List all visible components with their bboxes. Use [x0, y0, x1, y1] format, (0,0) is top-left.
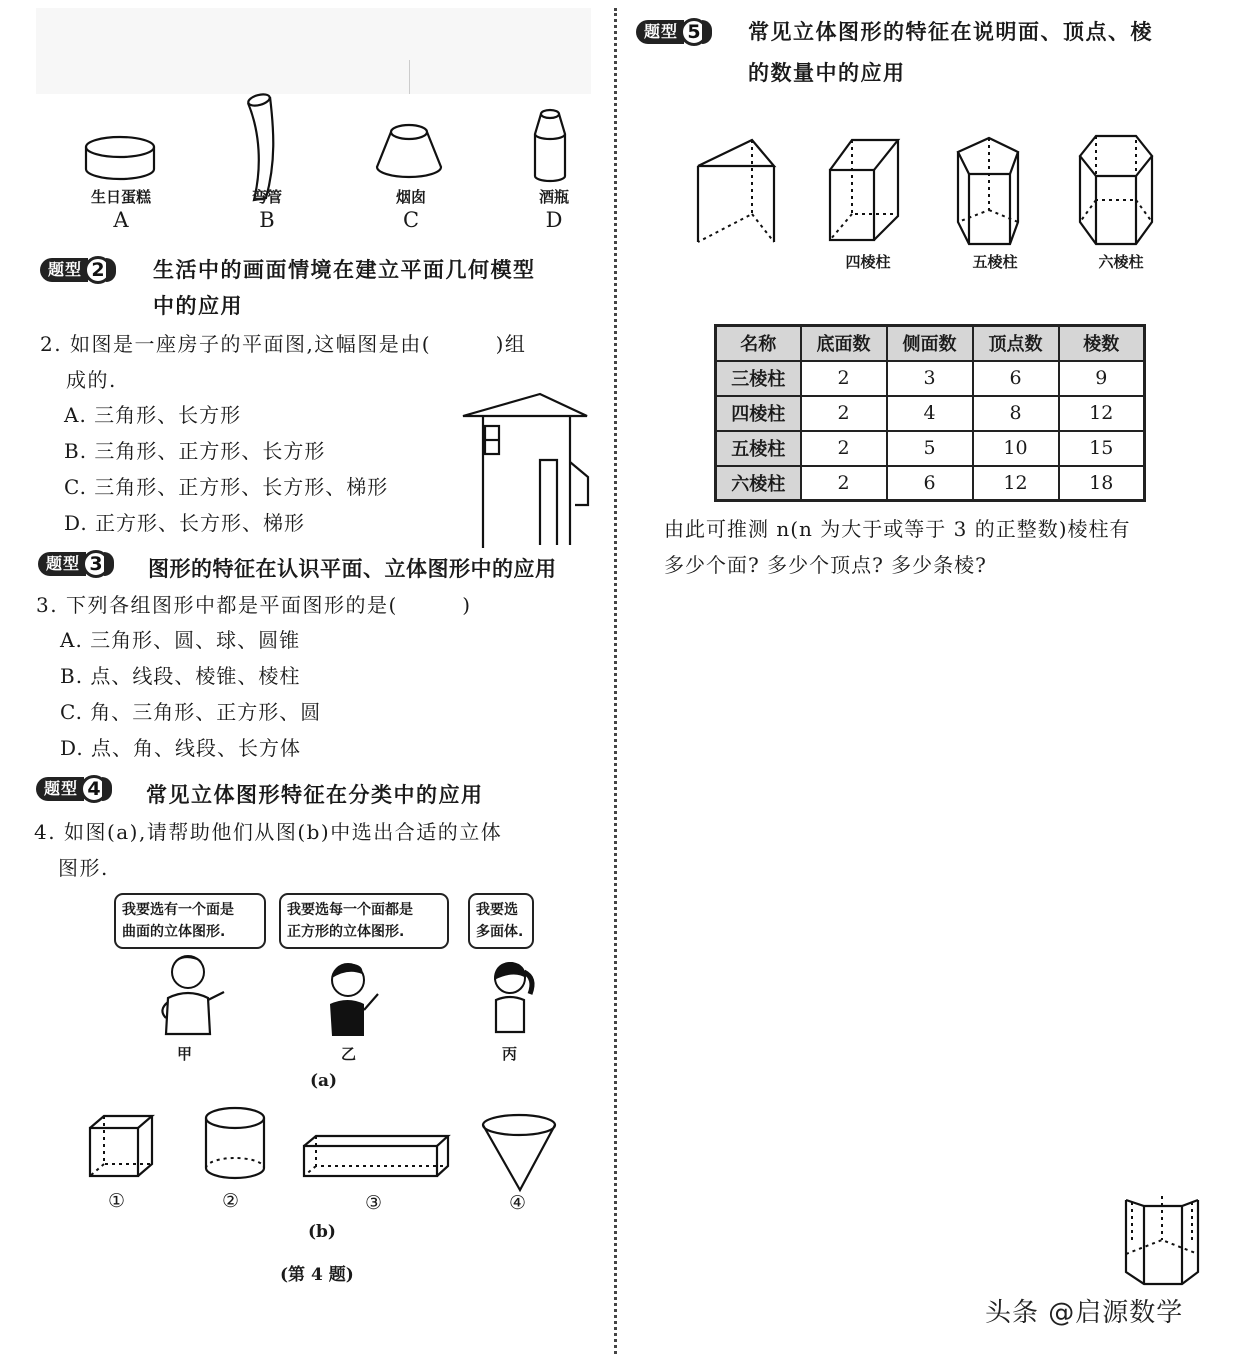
- prism-label-5: 五棱柱: [972, 253, 1018, 271]
- shape-label-c: 烟囱: [395, 188, 426, 206]
- prism-properties-table: [714, 324, 1146, 502]
- faint-scan-band: [36, 8, 591, 94]
- cylinder-figure: [204, 1106, 268, 1184]
- character-name-bing: 丙: [502, 1045, 518, 1063]
- badge-number: 3: [82, 550, 110, 578]
- table-row: [716, 466, 1145, 501]
- quadrilateral-prism-figure: [828, 138, 908, 246]
- q3-option-a: A. 三角形、圆、球、圆锥: [60, 628, 301, 652]
- chimney-frustum-figure: [374, 122, 444, 182]
- section-3-title: 图形的特征在认识平面、立体图形中的应用: [148, 557, 557, 581]
- option-letter-b: B: [259, 208, 275, 232]
- shape-label-d: 酒瓶: [538, 188, 569, 206]
- badge-label: 题型: [636, 20, 684, 44]
- column-header: 顶点数: [973, 326, 1059, 361]
- option-letter-c: C: [402, 208, 420, 232]
- boy-jia-illustration: [150, 950, 230, 1040]
- badge-label: 题型: [38, 552, 86, 576]
- badge-label: 题型: [40, 258, 88, 282]
- speech-bubble-bing: [468, 893, 534, 949]
- section-5-title-line1: 常见立体图形的特征在说明面、顶点、棱: [748, 20, 1153, 44]
- table-cell: 2: [801, 361, 887, 396]
- shape-label-a: 生日蛋糕: [90, 188, 151, 206]
- boy-yi-illustration: [318, 958, 388, 1043]
- option-letter-a: A: [113, 208, 129, 232]
- q2-option-d: D. 正方形、长方形、梯形: [64, 511, 306, 535]
- table-row: [716, 431, 1145, 466]
- column-header: 名称: [716, 326, 801, 361]
- table-cell: 5: [887, 431, 973, 466]
- section-badge-4: [36, 776, 112, 802]
- prism-label-6: 六棱柱: [1098, 253, 1144, 271]
- section-4-title: 常见立体图形特征在分类中的应用: [146, 783, 484, 807]
- badge-tail: [702, 20, 712, 44]
- watermark-text: 头条 @启源数学: [985, 1298, 1184, 1328]
- question-4-figure-caption: (第 4 题): [280, 1265, 354, 1285]
- character-name-jia: 甲: [177, 1045, 193, 1063]
- section-2-title-line2: 中的应用: [153, 294, 243, 318]
- table-cell: 9: [1059, 361, 1145, 396]
- q3-option-d: D. 点、角、线段、长方体: [60, 736, 302, 760]
- row-header: 五棱柱: [716, 431, 801, 466]
- q2-option-a: A. 三角形、长方形: [64, 403, 242, 427]
- cake-cylinder-figure: [84, 135, 159, 185]
- table-cell: 2: [801, 431, 887, 466]
- q2-option-b: B. 三角形、正方形、长方形: [64, 439, 326, 463]
- q3-option-b: B. 点、线段、棱锥、棱柱: [60, 664, 301, 688]
- section-badge-2: [40, 257, 116, 283]
- speech-bubble-yi: [279, 893, 449, 949]
- cube-figure: [88, 1114, 158, 1179]
- row-header: 六棱柱: [716, 466, 801, 501]
- pentagonal-prism-figure: [955, 136, 1027, 248]
- solid-label-2: ②: [222, 1190, 240, 1212]
- table-cell: 18: [1059, 466, 1145, 501]
- prism-question-line1: 由此可推测 n(n 为大于或等于 3 的正整数)棱柱有: [664, 517, 1131, 541]
- table-cell: 12: [1059, 396, 1145, 431]
- table-row: [716, 396, 1145, 431]
- table-cell: 6: [887, 466, 973, 501]
- figure-a-caption: (a): [310, 1071, 338, 1091]
- solid-label-3: ③: [365, 1192, 383, 1214]
- badge-number: 2: [84, 256, 112, 284]
- question-4-line2: 图形.: [58, 856, 109, 880]
- girl-bing-illustration: [484, 958, 544, 1038]
- shape-label-b: 弯管: [251, 188, 282, 206]
- speech-text: 多面体.: [476, 924, 524, 940]
- table-cell: 4: [887, 396, 973, 431]
- q3-option-c: C. 角、三角形、正方形、圆: [60, 700, 322, 724]
- section-badge-5: [636, 19, 712, 45]
- table-cell: 10: [973, 431, 1059, 466]
- speech-bubble-jia: [114, 893, 266, 949]
- character-name-yi: 乙: [341, 1045, 357, 1063]
- table-header-row: [716, 326, 1145, 361]
- q2-option-c: C. 三角形、正方形、长方形、梯形: [64, 475, 389, 499]
- question-4-line1: 4. 如图(a),请帮助他们从图(b)中选出合适的立体: [34, 820, 503, 844]
- column-header: 侧面数: [887, 326, 973, 361]
- badge-number: 4: [80, 775, 108, 803]
- badge-tail: [106, 258, 116, 282]
- question-2-line2: 成的.: [66, 368, 117, 392]
- table-cell: 15: [1059, 431, 1145, 466]
- badge-tail: [102, 777, 112, 801]
- table-cell: 3: [887, 361, 973, 396]
- partial-hexagonal-prism-figure: [1124, 1192, 1204, 1292]
- solid-label-1: ①: [108, 1190, 126, 1212]
- speech-text: 我要选有一个面是: [122, 902, 234, 918]
- cone-figure: [482, 1114, 558, 1194]
- speech-text: 我要选每一个面都是: [287, 902, 413, 918]
- option-letter-d: D: [545, 208, 563, 232]
- column-divider: [614, 8, 617, 1354]
- table-row: [716, 361, 1145, 396]
- hexagonal-prism-figure: [1078, 134, 1158, 250]
- section-2-title-line1: 生活中的画面情境在建立平面几何模型: [153, 258, 536, 282]
- table-cell: 2: [801, 396, 887, 431]
- prism-question-line2: 多少个面? 多少个顶点? 多少条棱?: [664, 553, 987, 577]
- table-cell: 12: [973, 466, 1059, 501]
- column-header: 棱数: [1059, 326, 1145, 361]
- solid-label-4: ④: [509, 1192, 527, 1214]
- speech-text: 我要选: [476, 902, 518, 918]
- table-cell: 8: [973, 396, 1059, 431]
- faint-scan-mark: [409, 60, 410, 94]
- wine-bottle-figure: [530, 108, 575, 188]
- triangular-prism-figure: [694, 138, 784, 248]
- table-cell: 2: [801, 466, 887, 501]
- cuboid-figure: [302, 1132, 452, 1182]
- table-cell: 6: [973, 361, 1059, 396]
- badge-number: 5: [680, 18, 708, 46]
- speech-text: 正方形的立体图形.: [287, 924, 405, 940]
- question-2-line1: 2. 如图是一座房子的平面图,这幅图是由( )组: [40, 332, 527, 356]
- badge-label: 题型: [36, 777, 84, 801]
- prism-label-4: 四棱柱: [845, 253, 891, 271]
- figure-b-caption: (b): [308, 1222, 336, 1242]
- section-badge-3: [38, 551, 114, 577]
- section-5-title-line2: 的数量中的应用: [748, 61, 906, 85]
- speech-text: 曲面的立体图形.: [122, 924, 226, 940]
- question-3-line1: 3. 下列各组图形中都是平面图形的是( ): [36, 593, 472, 617]
- row-header: 三棱柱: [716, 361, 801, 396]
- house-figure: [455, 390, 595, 550]
- row-header: 四棱柱: [716, 396, 801, 431]
- column-header: 底面数: [801, 326, 887, 361]
- badge-tail: [104, 552, 114, 576]
